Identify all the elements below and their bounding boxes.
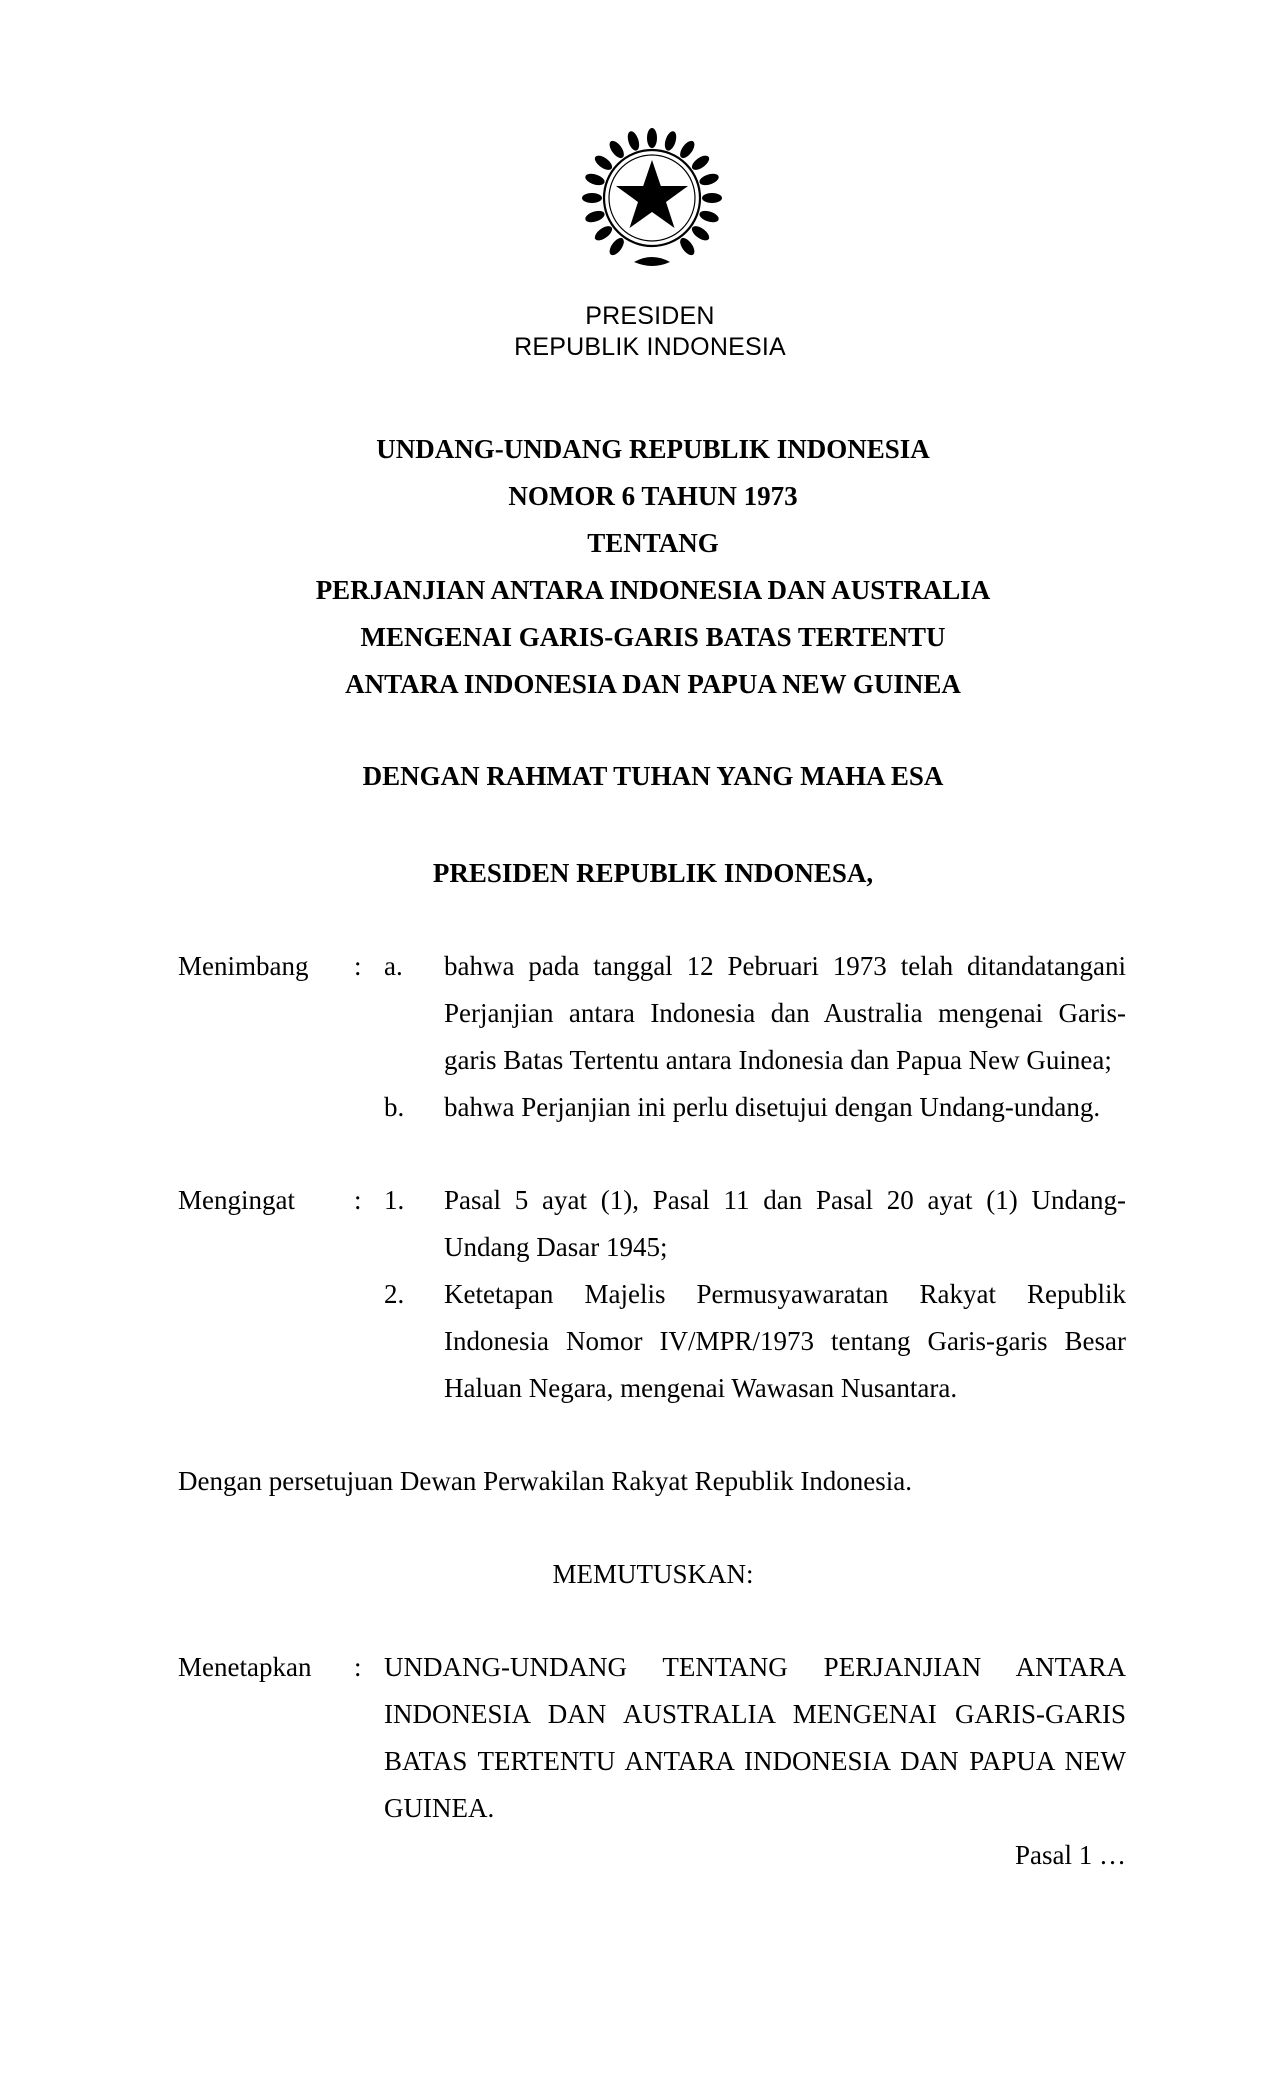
- menimbang-a-line-3: garis Batas Tertentu antara Indonesia dan Papua New Guinea;: [444, 1045, 1112, 1075]
- title-line-5: MENGENAI GARIS-GARIS BATAS TERTENTU: [360, 622, 946, 652]
- mengingat-1-line-1: Pasal 5 ayat (1), Pasal 11 dan Pasal 20 ayat (1) Undang-: [444, 1185, 1126, 1215]
- title-line-3: TENTANG: [587, 528, 719, 558]
- menetapkan-line-2: INDONESIA DAN AUSTRALIA MENGENAI GARIS-GARIS: [384, 1699, 1126, 1729]
- menetapkan-colon: :: [354, 1652, 362, 1682]
- title-line-6: ANTARA INDONESIA DAN PAPUA NEW GUINEA: [345, 669, 961, 699]
- menetapkan-line-4: GUINEA.: [384, 1793, 495, 1823]
- menimbang-colon: :: [354, 951, 362, 981]
- mengingat-1-line-2: Undang Dasar 1945;: [444, 1232, 668, 1262]
- menetapkan-label: Menetapkan: [178, 1652, 312, 1682]
- mengingat-2-line-2: Indonesia Nomor IV/MPR/1973 tentang Garis-garis Besar: [444, 1326, 1126, 1356]
- title-line-4: PERJANJIAN ANTARA INDONESIA DAN AUSTRALIA: [315, 575, 991, 605]
- mengingat-2-line-3: Haluan Negara, mengenai Wawasan Nusantara.: [444, 1373, 958, 1403]
- letterhead-line-presiden: PRESIDEN: [585, 302, 715, 330]
- mengingat-2-marker: 2.: [384, 1279, 405, 1309]
- next-page-reference: Pasal 1 …: [1015, 1840, 1126, 1870]
- memutuskan-heading: MEMUTUSKAN:: [552, 1559, 754, 1589]
- menimbang-label: Menimbang: [178, 951, 309, 981]
- menimbang-b-marker: b.: [384, 1092, 405, 1122]
- menimbang-a-line-1: bahwa pada tanggal 12 Pebruari 1973 telah ditandatangani: [444, 951, 1126, 981]
- mengingat-colon: :: [354, 1185, 362, 1215]
- menimbang-b-line-1: bahwa Perjanjian ini perlu disetujui dengan Undang-undang.: [444, 1092, 1101, 1122]
- presidential-emblem-icon: [572, 120, 732, 280]
- mengingat-1-marker: 1.: [384, 1185, 405, 1215]
- preamble-presiden: PRESIDEN REPUBLIK INDONESA,: [432, 858, 874, 888]
- menimbang-a-marker: a.: [384, 951, 403, 981]
- menetapkan-line-1: UNDANG-UNDANG TENTANG PERJANJIAN ANTARA: [384, 1652, 1126, 1682]
- menetapkan-line-3: BATAS TERTENTU ANTARA INDONESIA DAN PAPUA NEW: [384, 1746, 1126, 1776]
- letterhead-line-republik: REPUBLIK INDONESIA: [514, 333, 786, 361]
- title-line-1: UNDANG-UNDANG REPUBLIK INDONESIA: [376, 434, 930, 464]
- mengingat-label: Mengingat: [178, 1185, 295, 1215]
- persetujuan-text: Dengan persetujuan Dewan Perwakilan Rakyat Republik Indonesia.: [178, 1466, 913, 1496]
- preamble-rahmat: DENGAN RAHMAT TUHAN YANG MAHA ESA: [362, 761, 944, 791]
- menimbang-a-line-2: Perjanjian antara Indonesia dan Australia mengenai Garis-: [444, 998, 1126, 1028]
- mengingat-2-line-1: Ketetapan Majelis Permusyawaratan Rakyat Republik: [444, 1279, 1126, 1309]
- title-line-2: NOMOR 6 TAHUN 1973: [508, 481, 798, 511]
